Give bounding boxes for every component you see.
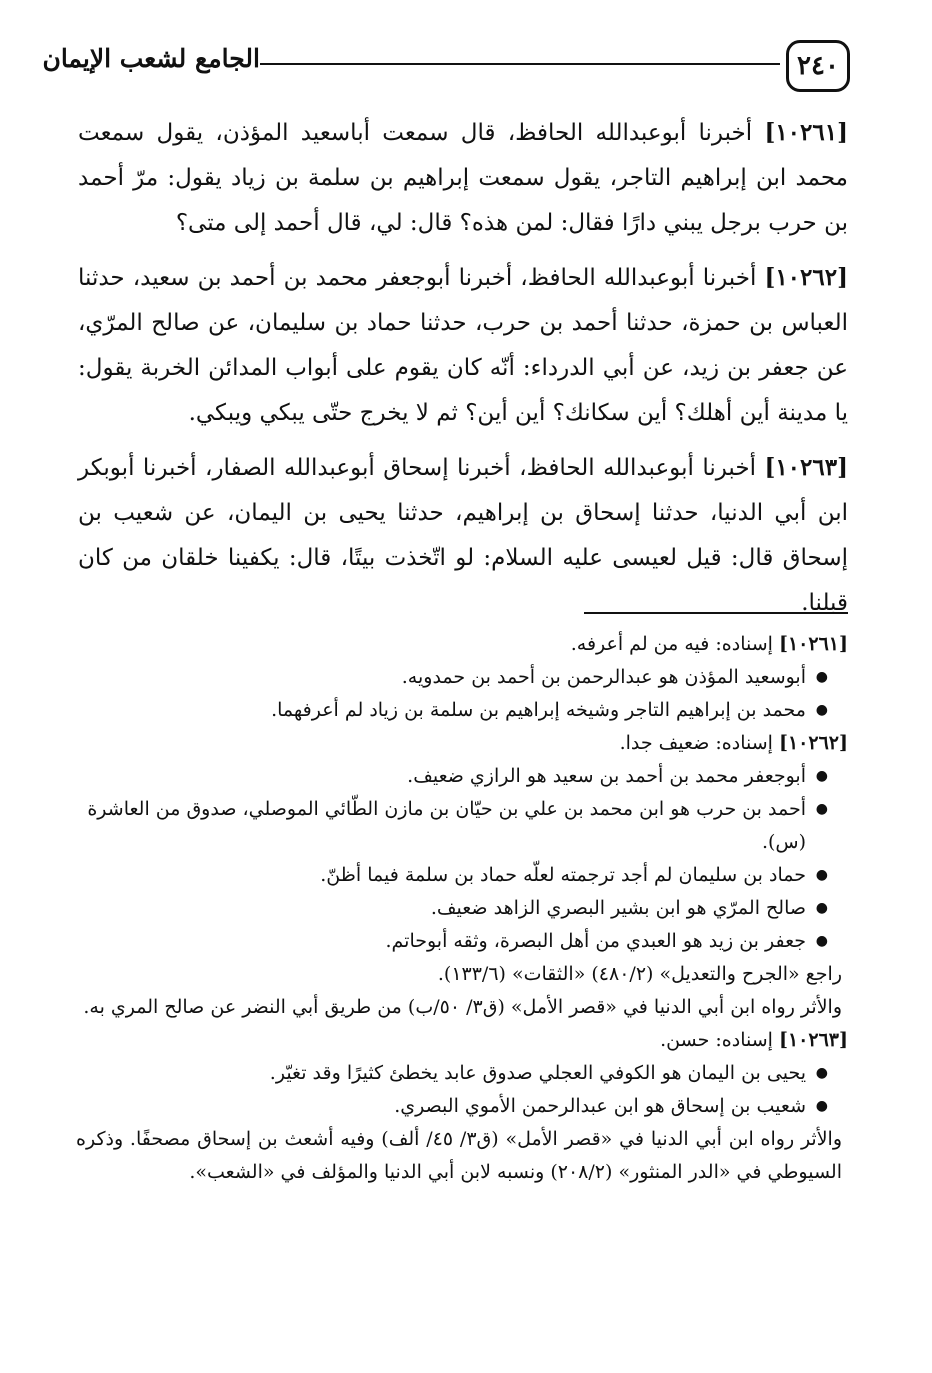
- footnote-bullet: ● جعفر بن زيد هو العبدي من أهل البصرة، وثقه أبوحاتم.: [76, 925, 828, 958]
- entry-number: [١٠٢٦١]: [764, 119, 848, 146]
- book-title: الجامع لشعب الإيمان: [42, 44, 260, 73]
- entry-10263: [78, 445, 848, 626]
- entry-number: [١٠٢٦٢]: [764, 264, 848, 291]
- footnote-heading-text: إسناده: ضعيف جدا.: [619, 732, 773, 754]
- footnote-heading: [76, 628, 848, 661]
- footnote-bullet: ● أبوجعفر محمد بن أحمد بن سعيد هو الرازي ضعيف.: [76, 760, 828, 793]
- footnote-paragraph: راجع «الجرح والتعديل» (٤٨٠/٢) «الثقات» (١٣٣/٦).: [437, 963, 842, 985]
- footnote-heading: [76, 727, 848, 760]
- footnote-number: [١٠٢٦٢]: [778, 732, 848, 754]
- footnote-bullet: ● أبوسعيد المؤذن هو عبدالرحمن بن أحمد بن حمدويه.: [76, 661, 828, 694]
- footnote-bullets: [76, 1057, 848, 1123]
- footnote-number: [١٠٢٦١]: [778, 633, 848, 655]
- page-header: [42, 30, 850, 100]
- footnote-paragraph: والأثر رواه ابن أبي الدنيا في «قصر الأمل» (ق٣/ ٥٠/ب) من طريق أبي النضر عن صالح المري به.: [83, 996, 842, 1018]
- footnote-bullet: ● شعيب بن إسحاق هو ابن عبدالرحمن الأموي البصري.: [76, 1090, 828, 1123]
- entry-text: أخبرنا أبوعبدالله الحافظ، قال سمعت أباسعيد المؤذن، يقول سمعت محمد ابن إبراهيم التاجر، يقول سمعت إبراهيم بن سلمة بن زياد يقول: مرّ أحمد بن حرب برجل يبني دارًا فقال: لمن هذه؟ قال: لي، قال أحمد إلى متى؟: [78, 120, 848, 236]
- footnote-paragraph: والأثر رواه ابن أبي الدنيا في «قصر الأمل» (ق٣/ ٤٥/ ألف) وفيه أشعث بن إسحاق مصحفًا. وذكره السيوطي في «الدر المنثور» (٢٠٨/٢) ونسبه لابن أبي الدنيا والمؤلف في «الشعب».: [76, 1128, 843, 1183]
- footnote-bullet: ● أحمد بن حرب هو ابن محمد بن علي بن حيّان بن مازن الطّائي الموصلي، صدوق من العاشرة (س).: [76, 793, 828, 859]
- entry-10262: [78, 255, 848, 436]
- footnote-heading: [76, 1024, 848, 1057]
- entry-text: أخبرنا أبوعبدالله الحافظ، أخبرنا أبوجعفر محمد بن أحمد بن سعيد، حدثنا العباس بن حمزة، حدثنا أحمد بن حرب، حدثنا حماد بن سليمان، عن صالح المرّي، عن جعفر بن زيد، عن أبي الدرداء: أنّه كان يقوم على أبواب المدائن الخربة يقول: يا مدينة أين أهلك؟ أين سكانك؟ أين أين؟ ثم لا يخرج حتّى يبكي ويبكي.: [78, 265, 848, 426]
- footnote-bullet: ● يحيى بن اليمان هو الكوفي العجلي صدوق عابد يخطئ كثيرًا وقد تغيّر.: [76, 1057, 828, 1090]
- header-rule: [260, 63, 780, 65]
- main-text: [78, 110, 848, 635]
- footnote-bullet: ● صالح المرّي هو ابن بشير البصري الزاهد ضعيف.: [76, 892, 828, 925]
- page-number: ٢٤٠: [786, 40, 850, 92]
- footnote-heading-text: إسناده: فيه من لم أعرفه.: [570, 633, 773, 655]
- footnote-heading-text: إسناده: حسن.: [660, 1029, 773, 1051]
- footnote-bullets: [76, 661, 848, 727]
- footnote-bullets: [76, 760, 848, 958]
- footnotes: [76, 628, 848, 1189]
- footnote-number: [١٠٢٦٣]: [778, 1029, 848, 1051]
- entry-number: [١٠٢٦٣]: [764, 454, 848, 481]
- footnote-bullet: ● محمد بن إبراهيم التاجر وشيخه إبراهيم بن سلمة بن زياد لم أعرفهما.: [76, 694, 828, 727]
- entry-10261: [78, 110, 848, 246]
- footnote-separator: [584, 612, 848, 614]
- entry-text: أخبرنا أبوعبدالله الحافظ، أخبرنا إسحاق أبوعبدالله الصفار، أخبرنا أبوبكر ابن أبي الدنيا، حدثنا إسحاق بن إبراهيم، حدثنا يحيى بن اليمان، عن شعيب بن إسحاق قال: قيل لعيسى عليه السلام: لو اتّخذت بيتًا، قال: يكفينا خلقان من كان قبلنا.: [78, 455, 848, 616]
- footnote-bullet: ● حماد بن سليمان لم أجد ترجمته لعلّه حماد بن سلمة فيما أظنّ.: [76, 859, 828, 892]
